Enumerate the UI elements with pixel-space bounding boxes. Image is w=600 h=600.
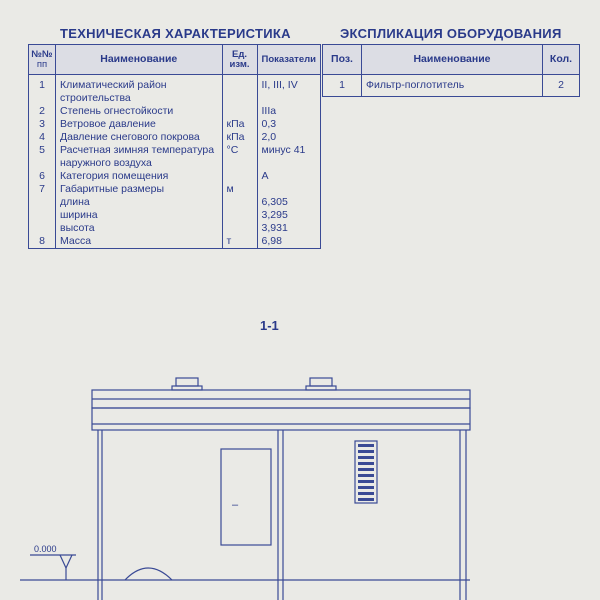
row-value: 3,295 [257, 209, 320, 222]
equip-name: Фильтр-поглотитель [362, 75, 543, 97]
col-qty-header: Кол. [543, 45, 580, 75]
row-name-line: длина [60, 196, 90, 208]
row-num: 2 [29, 105, 56, 118]
row-name-line: ширина [60, 209, 98, 221]
row-value: IIIa [257, 105, 320, 118]
row-name-line: Категория помещения [60, 170, 169, 182]
row-value: минус 41 [257, 144, 320, 170]
row-unit: м [222, 183, 257, 196]
row-name-line: Климатический район [60, 79, 167, 91]
roof-vent-right-base [306, 386, 336, 390]
roof-beam [92, 408, 470, 430]
row-name-line: Расчетная зимняя температура [60, 144, 215, 156]
roof-vent-left-base [172, 386, 202, 390]
section-label: 1-1 [260, 318, 279, 333]
floor-arc [125, 568, 172, 580]
louver-slat [358, 486, 374, 489]
col-value-header: Показатели [257, 45, 320, 75]
equip-pos: 1 [323, 75, 362, 97]
tech-spec-title: ТЕХНИЧЕСКАЯ ХАРАКТЕРИСТИКА [60, 26, 291, 41]
row-num: 8 [29, 235, 56, 249]
row-value: 3,931 [257, 222, 320, 235]
row-name-line: строительства [60, 92, 131, 104]
level-mark: 0.000 [34, 544, 57, 554]
row-name-line: Масса [60, 235, 92, 247]
row-value: II, III, IV [257, 75, 320, 106]
louver-slat [358, 456, 374, 459]
row-name-line: высота [60, 222, 95, 234]
row-num: 1 [29, 75, 56, 106]
row-name-line: Габаритные размеры [60, 183, 164, 195]
louver-slat [358, 468, 374, 471]
col-equip-name-header: Наименование [362, 45, 543, 75]
door [221, 449, 271, 545]
row-num: 3 [29, 118, 56, 131]
col-name-header: Наименование [56, 45, 223, 75]
row-name-line: наружного воздуха [60, 157, 152, 169]
equip-qty: 2 [543, 75, 580, 97]
row-value: А [257, 170, 320, 183]
roof-vent-right [310, 378, 332, 386]
equipment-title: ЭКСПЛИКАЦИЯ ОБОРУДОВАНИЯ [340, 26, 562, 41]
louver-slat [358, 474, 374, 477]
louver-slat [358, 492, 374, 495]
louver-slat [358, 450, 374, 453]
row-value: 0,3 [257, 118, 320, 131]
louver-slat [358, 498, 374, 501]
row-num: 6 [29, 170, 56, 183]
row-name-line: Ветровое давление [60, 118, 156, 130]
row-value: 6,98 [257, 235, 320, 249]
row-num: 4 [29, 131, 56, 144]
row-value: 6,305 [257, 196, 320, 209]
row-unit: кПа [222, 118, 257, 131]
col-unit-header: Ед. изм. [222, 45, 257, 75]
door-mark: – [232, 499, 239, 511]
col-num-header: №№ пп [29, 45, 56, 75]
louver-slat [358, 444, 374, 447]
roof-vent-left [176, 378, 198, 386]
row-num: 5 [29, 144, 56, 170]
row-name-line: Давление снегового покрова [60, 131, 200, 143]
louver-slat [358, 480, 374, 483]
row-unit: °С [222, 144, 257, 170]
row-unit: т [222, 235, 257, 249]
row-name-line: Степень огнестойкости [60, 105, 174, 117]
row-num: 7 [29, 183, 56, 196]
louver-slat [358, 462, 374, 465]
col-pos-header: Поз. [323, 45, 362, 75]
row-value: 2,0 [257, 131, 320, 144]
row-unit: кПа [222, 131, 257, 144]
